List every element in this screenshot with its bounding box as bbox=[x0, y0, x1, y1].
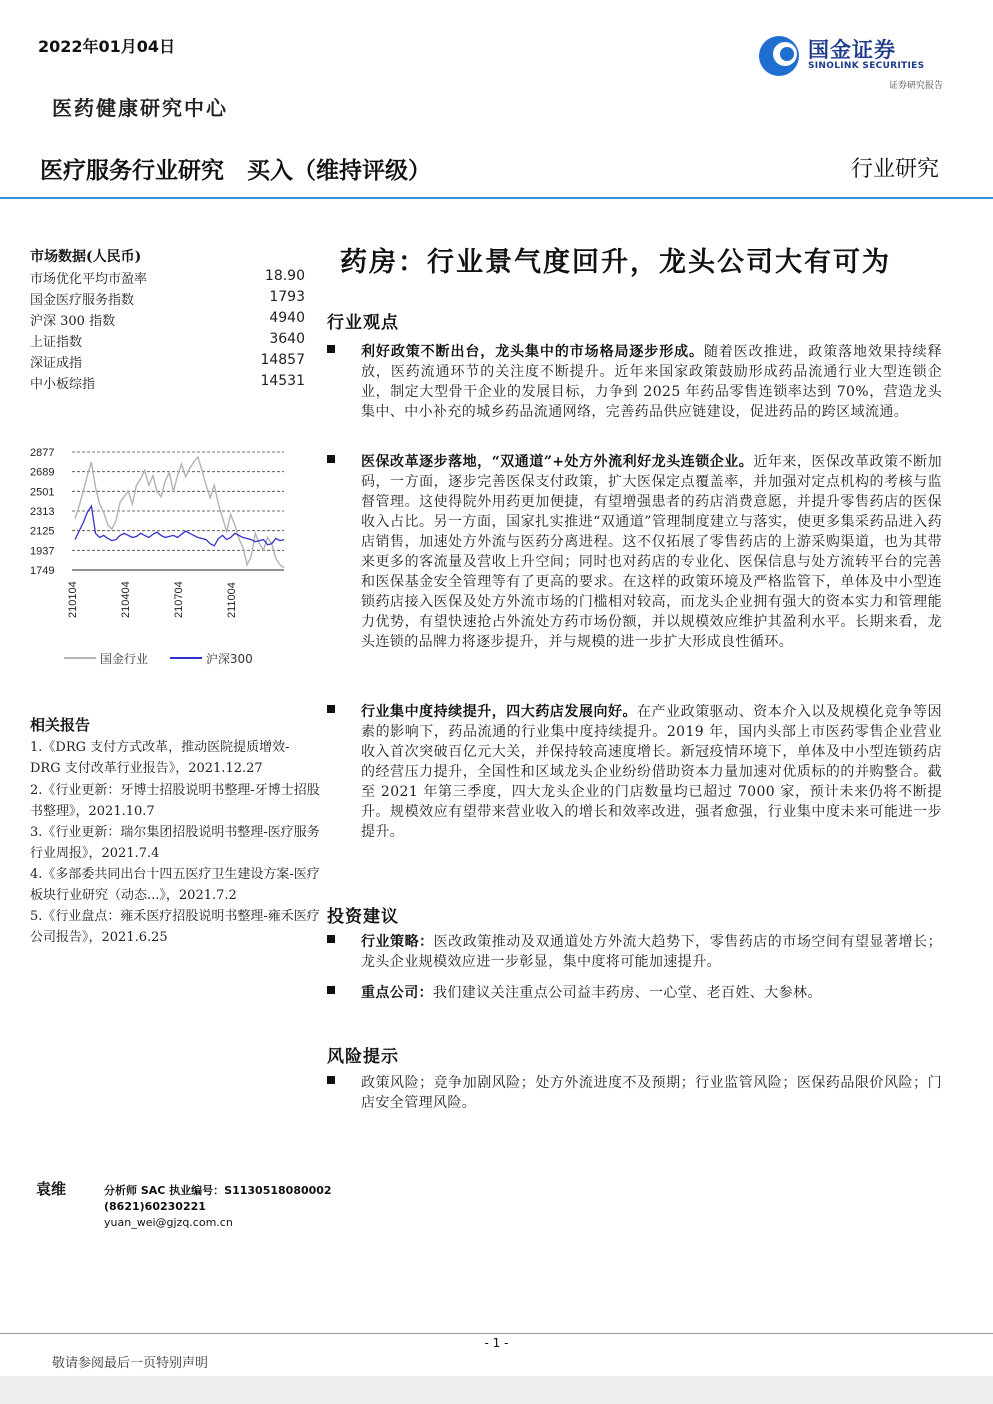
bullet-square-icon bbox=[327, 935, 335, 943]
y-tick-label: 1937 bbox=[30, 545, 55, 558]
analyst-phone: (8621)60230221 bbox=[104, 1200, 206, 1213]
y-tick-label: 2313 bbox=[30, 506, 55, 518]
index-comparison-chart bbox=[30, 438, 298, 618]
legend-item bbox=[64, 650, 148, 667]
bullet-paragraph bbox=[327, 702, 942, 842]
bullet-square-icon bbox=[327, 345, 335, 353]
bullet-text: 政策风险；竞争加剧风险；处方外流进度不及预期；行业监管风险；医保药品限价风险；门店安全管理风险。 bbox=[361, 1075, 942, 1111]
bullet-text: 在产业政策驱动、资本介入以及规模化竞争等因素的影响下，药品流通的行业集中度持续提升。2019 年，国内头部上市医药零售企业营业收入首次突破百亿元大关，并保持较高速度增长。新冠疫情环境下，单体及中小型连锁药店的经营压力提升，全国性和区域龙头企业纷纷借助资本力量加速对优质标的的并购整合。截至 2021 年第三季度，四大龙头企业的门店数量均已超过 7000 家，预计未来仍将不断提升。规模效应有望带来营业收入的增长和效率改进，强者愈强，行业集中度未来可能进一步提升。 bbox=[361, 704, 942, 840]
section-heading-industry-view: 行业观点 bbox=[327, 313, 399, 333]
market-data-value: 4940 bbox=[269, 310, 305, 326]
series-line-industry bbox=[75, 457, 284, 568]
bullet-text: 我们建议关注重点公司益丰药房、一心堂、老百姓、大参林。 bbox=[433, 985, 822, 1001]
market-data-label: 中小板综指 bbox=[30, 377, 96, 392]
y-tick-label: 2125 bbox=[30, 525, 55, 538]
market-data-value: 3640 bbox=[269, 331, 305, 347]
bullet-lead: 行业集中度持续提升，四大药店发展向好。 bbox=[361, 704, 638, 720]
bullet-paragraph bbox=[327, 932, 942, 972]
report-date: 2022年01月04日 bbox=[38, 37, 176, 56]
legend-label: 国金行业 bbox=[100, 651, 149, 666]
market-data-value: 14857 bbox=[260, 352, 305, 368]
legend-swatch bbox=[64, 657, 96, 659]
logo-text-en: SINOLINK SECURITIES bbox=[808, 61, 925, 71]
bullet-square-icon bbox=[327, 705, 335, 713]
market-data-value: 14531 bbox=[260, 373, 305, 389]
legend-swatch bbox=[170, 657, 202, 659]
bullet-paragraph bbox=[327, 452, 942, 652]
series-line-csi300 bbox=[75, 506, 284, 546]
bullet-text: 医改政策推动及双通道处方外流大趋势下，零售药店的市场空间有望显著增长；龙头企业规模效应进一步彰显，集中度将可能加速提升。 bbox=[361, 934, 943, 970]
market-data-heading: 市场数据(人民币) bbox=[30, 249, 142, 265]
market-data-row bbox=[30, 310, 305, 329]
market-data-row bbox=[30, 352, 305, 371]
page-number: - 1 - bbox=[484, 1336, 509, 1350]
y-tick-label: 2877 bbox=[30, 447, 55, 459]
related-report-link[interactable]: 1.《DRG 支付方式改革，推动医院提质增效-DRG 支付改革行业报告》，2021.12.27 bbox=[30, 740, 290, 776]
bullet-lead: 重点公司： bbox=[361, 985, 433, 1001]
report-type-label: 证券研究报告 bbox=[888, 81, 943, 91]
related-report-link[interactable]: 3.《行业更新：瑞尔集团招股说明书整理-医疗服务行业周报》，2021.7.4 bbox=[30, 825, 320, 861]
footer-band bbox=[0, 1376, 993, 1404]
footer-divider bbox=[0, 1333, 993, 1334]
market-data-label: 沪深 300 指数 bbox=[30, 314, 116, 329]
report-category: 行业研究 bbox=[850, 157, 939, 182]
x-tick-label: 211004 bbox=[226, 582, 238, 618]
analyst-contact bbox=[104, 1183, 332, 1231]
research-center-name: 医药健康研究中心 bbox=[52, 96, 228, 120]
market-data-row bbox=[30, 331, 305, 350]
legend-label: 沪深300 bbox=[205, 651, 253, 666]
bullet-lead: 医保改革逐步落地，“双通道”+处方外流利好龙头连锁企业。 bbox=[361, 454, 754, 470]
bullet-paragraph bbox=[327, 1073, 942, 1113]
bullet-square-icon bbox=[327, 455, 335, 463]
report-main-title: 药房：行业景气度回升，龙头公司大有可为 bbox=[340, 247, 891, 278]
related-report-link[interactable]: 5.《行业盘点：雍禾医疗招股说明书整理-雍禾医疗公司报告》，2021.6.25 bbox=[30, 909, 320, 945]
market-data-label: 深证成指 bbox=[30, 356, 83, 371]
bullet-paragraph bbox=[327, 983, 942, 1003]
market-data-row bbox=[30, 268, 305, 287]
x-tick-label: 210104 bbox=[67, 581, 79, 618]
disclaimer-note: 敬请参阅最后一页特别声明 bbox=[52, 1356, 209, 1371]
market-data-value: 1793 bbox=[269, 289, 305, 305]
related-report-link[interactable]: 4.《多部委共同出台十四五医疗卫生建设方案-医疗板块行业研究（动态...》，2021.7.2 bbox=[30, 867, 320, 903]
analyst-email[interactable]: yuan_wei@gjzq.com.cn bbox=[104, 1216, 233, 1229]
header-divider bbox=[0, 197, 993, 199]
chart-legend bbox=[64, 648, 271, 667]
related-report-link[interactable]: 2.《行业更新：牙博士招股说明书整理-牙博士招股书整理》，2021.10.7 bbox=[30, 783, 320, 819]
market-data-row bbox=[30, 289, 305, 308]
analyst-sac-number: 分析师 SAC 执业编号：S1130518080002 bbox=[104, 1184, 332, 1197]
bullet-square-icon bbox=[327, 1076, 335, 1084]
analyst-name: 袁维 bbox=[36, 1180, 67, 1198]
bullet-square-icon bbox=[327, 986, 335, 994]
bullet-text: 随着医改推进，政策落地效果持续释放，医药流通环节的关注度不断提升。近年来国家政策鼓励形成药品流通行业大型连锁企业，制定大型骨干企业的发展目标，力争到 2025 年药品零售连锁率达到 70%，营造龙头集中、中小补充的城乡药品流通网络，完善药品供应链建设，促进药品的跨区域流通。 bbox=[361, 344, 942, 420]
legend-item bbox=[170, 650, 253, 667]
x-tick-label: 210404 bbox=[120, 581, 132, 618]
logo-text-cn: 国金证券 bbox=[808, 38, 896, 62]
industry-title-rating: 医疗服务行业研究 买入（维持评级） bbox=[40, 158, 431, 184]
section-heading-risk-warning: 风险提示 bbox=[327, 1047, 399, 1067]
y-tick-label: 2689 bbox=[30, 466, 55, 479]
y-tick-label: 2501 bbox=[30, 486, 55, 499]
bullet-lead: 利好政策不断出台，龙头集中的市场格局逐步形成。 bbox=[361, 344, 704, 360]
market-data-label: 国金医疗服务指数 bbox=[30, 293, 135, 308]
bullet-text: 近年来，医保改革政策不断加码，一方面，逐步完善医保支付政策，扩大医保定点覆盖率，并加强对定点机构的考核与监督管理。这使得院外用药更加便捷，有望增强患者的药店消费意愿，并提升零售药店的医保收入占比。另一方面，国家扎实推进“双通道”管理制度建立与落实，使更多集采药品进入药店销售，加速处方外流与医药分离进程。这不仅拓展了零售药店的上游采购渠道，也为其带来更多的客流量及营收上升空间；同时也对药店的专业化、医保信息与处方流转平台的完善和医保基金安全管理等有了更高的要求。在这样的政策环境及严格监管下，单体及中小型连锁药店接入医保及处方外流市场的门槛相对较高，而龙头企业拥有强大的资本实力和管理能力优势，有望快速抢占外流处方药市场份额，并以规模效应维护其盈利水平。长期来看，龙头连锁的品牌力将逐步提升，并与规模的进一步扩大形成良性循环。 bbox=[361, 454, 942, 650]
market-data-label: 市场优化平均市盈率 bbox=[30, 272, 148, 287]
related-reports-heading: 相关报告 bbox=[30, 716, 91, 734]
market-data-value: 18.90 bbox=[264, 268, 305, 284]
x-tick-label: 210704 bbox=[173, 581, 185, 618]
market-data-label: 上证指数 bbox=[30, 335, 83, 350]
section-heading-investment-advice: 投资建议 bbox=[327, 907, 399, 927]
y-tick-label: 1749 bbox=[30, 565, 55, 577]
bullet-paragraph bbox=[327, 342, 942, 422]
market-data-row bbox=[30, 373, 305, 392]
bullet-lead: 行业策略： bbox=[361, 934, 434, 950]
